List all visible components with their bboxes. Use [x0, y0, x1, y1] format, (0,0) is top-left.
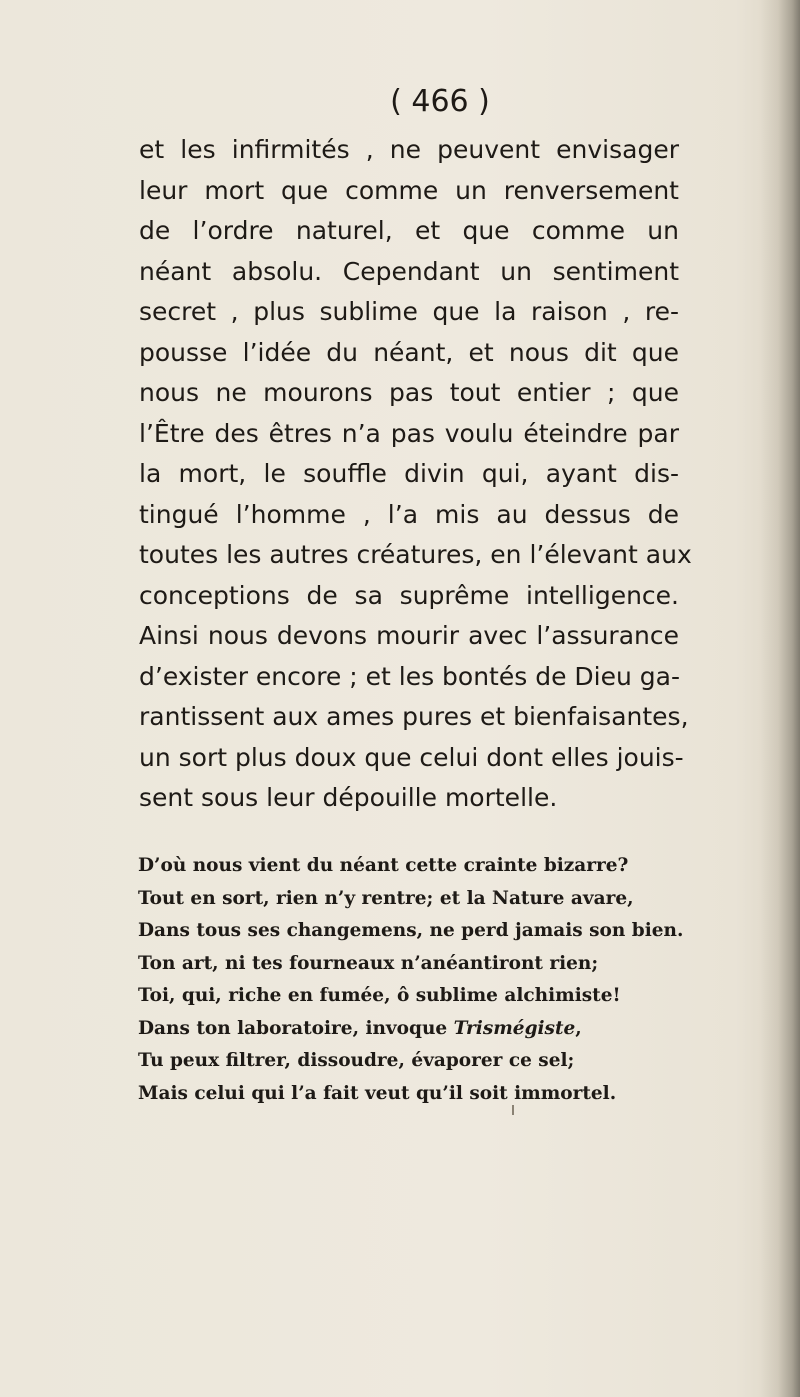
poem-line: Toi, qui, riche en fumée, ô sublime alchimiste! [138, 985, 621, 1006]
poem-punctuation: , [575, 1017, 582, 1039]
poem-line: Dans tous ses changemens, ne perd jamais son bien. [138, 920, 684, 941]
prose-line-last: sent sous leur dépouille mortelle. [139, 783, 558, 812]
prose-line: rantissent aux ames pures et bienfaisantes, [139, 702, 689, 731]
poem-stanza [138, 850, 698, 1110]
prose-line: un sort plus doux que celui dont elles jouis- [139, 742, 684, 772]
poem-line: Tu peux filtrer, dissoudre, évaporer ce sel; [138, 1050, 575, 1071]
page-edge-shadow [760, 0, 800, 1397]
prose-line: et les infirmités , ne peuvent envisager [139, 135, 679, 164]
poem-line: Mais celui qui l’a fait veut qu’il soit immortel. [138, 1082, 617, 1104]
poem-line: Ton art, ni tes fourneaux n’anéantiront rien; [138, 952, 599, 974]
prose-line: la mort, le souffle divin qui, ayant dis- [139, 459, 679, 488]
prose-line: d’exister encore ; et les bontés de Dieu ga- [139, 661, 680, 691]
prose-line: conceptions de sa suprême intelligence. [139, 580, 679, 610]
poem-line: D’où nous vient du néant cette crainte bizarre? [138, 855, 629, 876]
prose-line: toutes les autres créatures, en l’élevant aux [139, 540, 692, 569]
prose-line: Ainsi nous devons mourir avec l’assurance [139, 621, 679, 650]
paper-speck [512, 1105, 514, 1115]
poem-line-text: Dans ton laboratoire, invoque [138, 1017, 448, 1039]
page-number: ( 466 ) [390, 84, 490, 119]
prose-line: pousse l’idée du néant, et nous dit que [139, 337, 679, 367]
prose-line: leur mort que comme un renversement [139, 175, 679, 205]
prose-line: tingué l’homme , l’a mis au dessus de [139, 499, 679, 529]
poem-italic-name: Trismégiste [453, 1017, 576, 1039]
prose-line: de l’ordre naturel, et que comme un [139, 216, 679, 245]
prose-line: néant absolu. Cependant un sentiment [139, 256, 679, 286]
prose-line: l’Être des êtres n’a pas voulu éteindre par [139, 418, 679, 448]
prose-paragraph [139, 130, 692, 819]
prose-line: secret , plus sublime que la raison , re- [139, 297, 679, 326]
poem-line-with-name [138, 1013, 698, 1046]
prose-line: nous ne mourons pas tout entier ; que [139, 378, 679, 407]
poem-line: Tout en sort, rien n’y rentre; et la Nature avare, [138, 887, 634, 909]
